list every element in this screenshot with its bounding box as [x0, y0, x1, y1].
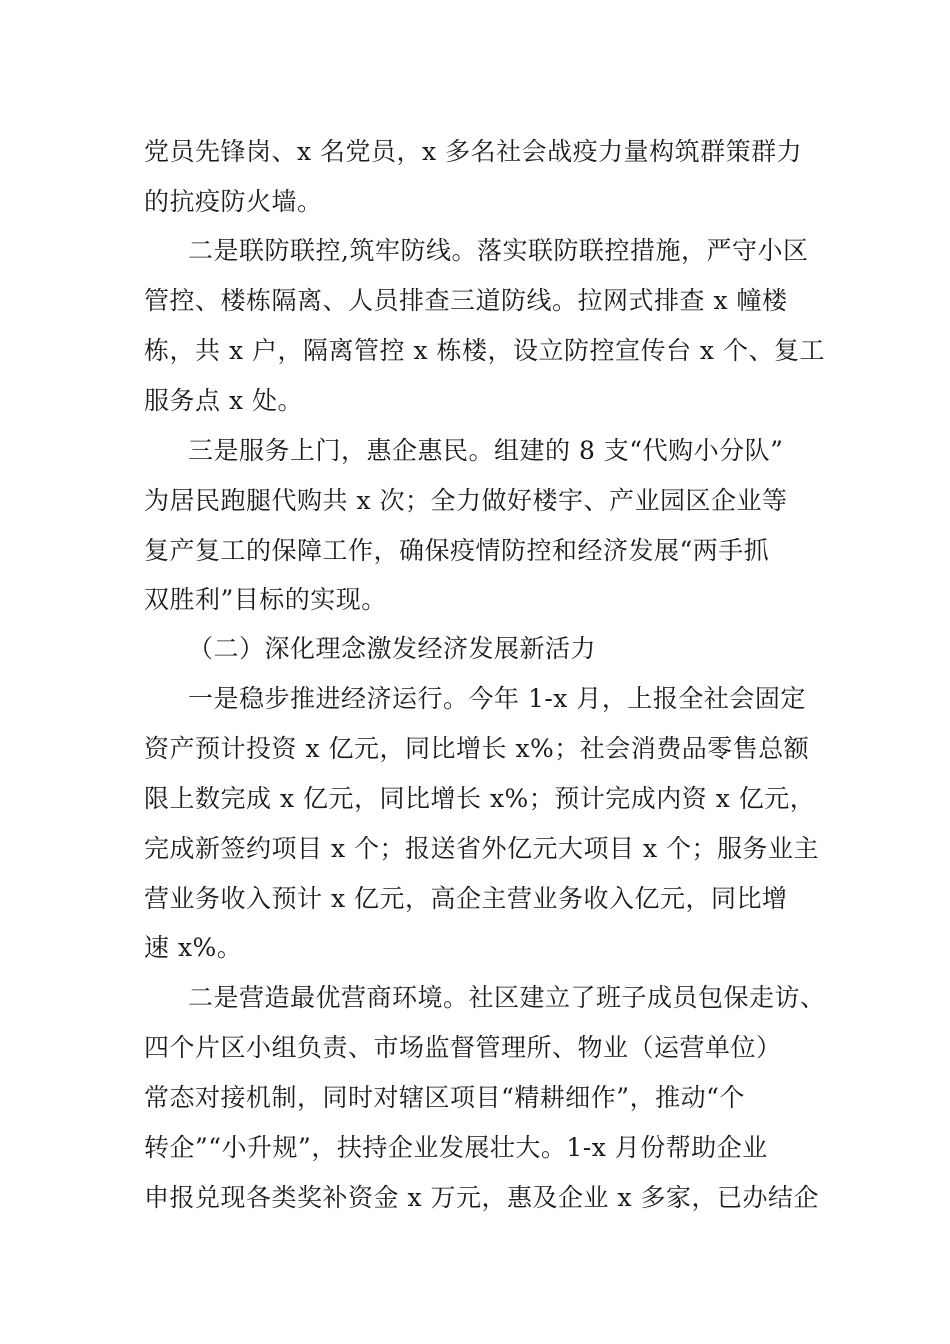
text-line: 栋，共 x 户，隔离管控 x 栋楼，设立防控宣传台 x 个、复工	[144, 336, 825, 365]
text-line: 限上数完成 x 亿元，同比增长 x%；预计完成内资 x 亿元，	[144, 784, 816, 813]
paragraph-start-line: 二是营造最优营商环境。社区建立了班子成员包保走访、	[188, 983, 826, 1012]
text-line: 完成新签约项目 x 个；报送省外亿元大项目 x 个；服务业主	[144, 834, 819, 863]
text-line: 营业务收入预计 x 亿元，高企主营业务收入亿元，同比增	[144, 884, 788, 913]
text-line: 服务点 x 处。	[144, 386, 303, 415]
text-line: 党员先锋岗、x 名党员，x 多名社会战疫力量构筑群策群力	[144, 137, 803, 166]
text-line: 管控、楼栋隔离、人员排查三道防线。拉网式排查 x 幢楼	[144, 286, 788, 315]
text-line: 转企”“小升规”，扶持企业发展壮大。1-x 月份帮助企业	[144, 1133, 768, 1162]
paragraph-start-line: 三是服务上门，惠企惠民。组建的 8 支“代购小分队”	[188, 436, 784, 465]
text-line: 资产预计投资 x 亿元，同比增长 x%；社会消费品零售总额	[144, 734, 810, 763]
text-line: 为居民跑腿代购共 x 次；全力做好楼宇、产业园区企业等	[144, 486, 788, 515]
section-heading: （二）深化理念激发经济发展新活力	[188, 634, 597, 663]
text-line: 申报兑现各类奖补资金 x 万元，惠及企业 x 多家，已办结企	[144, 1183, 819, 1212]
text-line: 速 x%。	[144, 933, 243, 962]
text-line: 的抗疫防火墙。	[144, 187, 323, 216]
text-line: 四个片区小组负责、市场监督管理所、物业（运营单位）	[144, 1033, 782, 1062]
paragraph-start-line: 二是联防联控,筑牢防线。落实联防联控措施，严守小区	[188, 236, 809, 265]
text-line: 常态对接机制，同时对辖区项目“精耕细作”，推动“个	[144, 1083, 745, 1112]
text-line: 双胜利”目标的实现。	[144, 585, 387, 614]
text-line: 复产复工的保障工作，确保疫情防控和经济发展“两手抓	[144, 536, 770, 565]
paragraph-start-line: 一是稳步推进经济运行。今年 1-x 月，上报全社会固定	[188, 684, 806, 713]
